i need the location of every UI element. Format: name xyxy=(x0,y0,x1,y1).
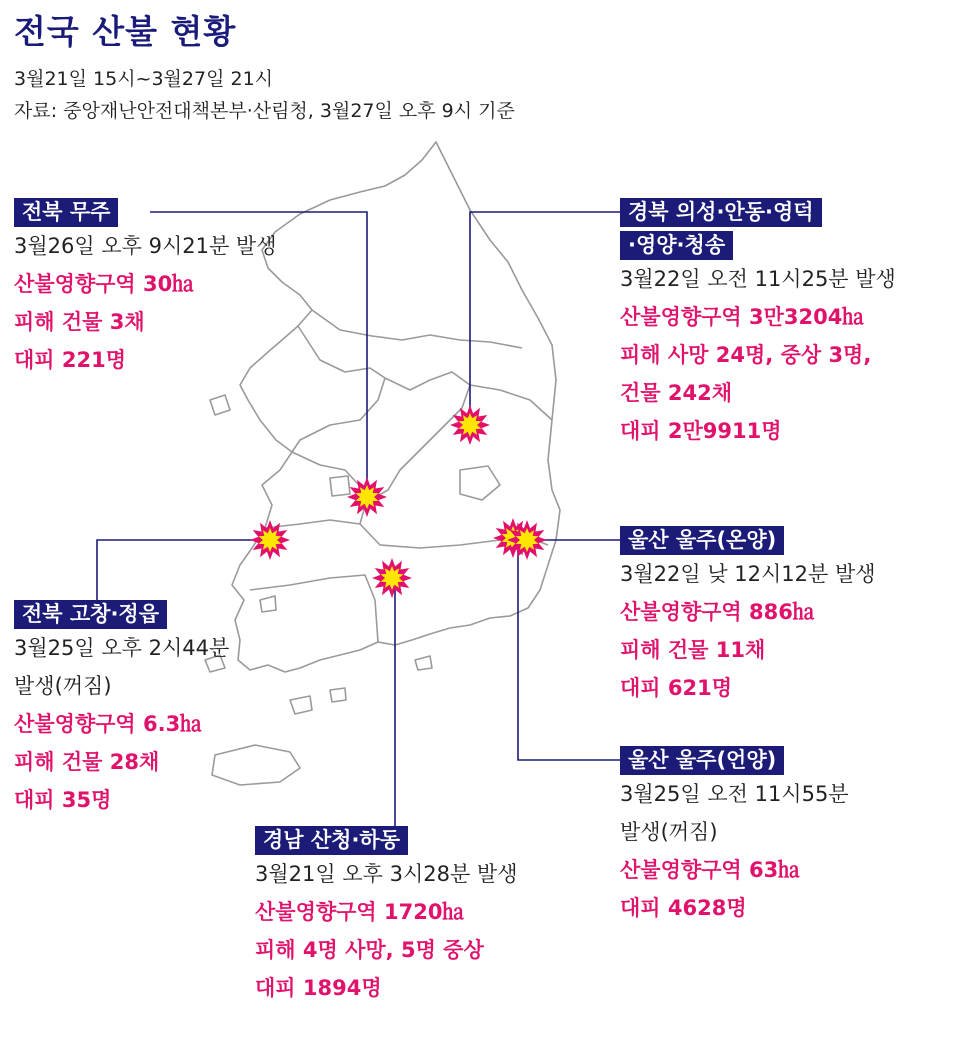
fire-info-sancheong xyxy=(255,826,517,1007)
fire-damage-text: 피해 사망 24명, 중상 3명, xyxy=(620,343,872,367)
island-6 xyxy=(260,596,276,612)
fire-damage-text: 피해 건물 28채 xyxy=(14,750,160,774)
island-3 xyxy=(290,696,312,714)
island-5 xyxy=(415,656,432,670)
border-north xyxy=(312,310,522,348)
fire-name-label: 경남 산청·하동 xyxy=(255,826,408,855)
fire-time-text: 3월25일 오전 11시55분 xyxy=(620,782,849,806)
fire-info-eonyang xyxy=(620,746,849,927)
fire-damage-text: 피해 건물 11채 xyxy=(620,638,766,662)
fire-evacuation-text: 대피 621명 xyxy=(620,676,733,700)
fire-time-text: 3월21일 오후 3시28분 발생 xyxy=(255,862,518,886)
fire-name-label: 울산 울주(언양) xyxy=(620,746,784,775)
fire-damage-text: 피해 건물 3채 xyxy=(14,310,145,334)
fire-time-text: 3월26일 오후 9시21분 발생 xyxy=(14,234,277,258)
fire-evacuation-text: 대피 35명 xyxy=(14,788,112,812)
fire-area-text: 산불영향구역 1720㏊ xyxy=(255,900,464,924)
island-4 xyxy=(330,688,346,702)
fire-name-label-2: ·영양·청송 xyxy=(620,231,733,260)
fire-info-onyang xyxy=(620,526,876,707)
fire-markers xyxy=(250,405,547,598)
island-1 xyxy=(210,395,230,415)
fire-area-text: 산불영향구역 3만3204㏊ xyxy=(620,305,864,329)
fire-evacuation-text: 대피 4628명 xyxy=(620,896,747,920)
leader-gochang xyxy=(97,540,270,600)
fire-evacuation-text: 대피 1894명 xyxy=(255,976,382,1000)
fire-info-muju xyxy=(14,198,276,379)
peninsula-outline xyxy=(232,142,560,672)
border-daegu xyxy=(460,466,500,500)
fire-evacuation-text: 대피 2만9911명 xyxy=(620,419,782,443)
fire-info-uiseong xyxy=(620,198,896,450)
source-text: 자료: 중앙재난안전대책본부·산림청, 3월27일 오후 9시 기준 xyxy=(14,100,515,122)
fire-name-label: 전북 고창·정읍 xyxy=(14,600,167,629)
fire-time-text-2: 발생(꺼짐) xyxy=(620,820,718,844)
fire-damage-text: 피해 4명 사망, 5명 중상 xyxy=(255,938,484,962)
border-jeonnam xyxy=(250,575,378,642)
fire-area-text: 산불영향구역 886㏊ xyxy=(620,600,814,624)
border-daejeon xyxy=(330,476,350,496)
fire-name-label: 울산 울주(온양) xyxy=(620,526,784,555)
fire-area-text: 산불영향구역 6.3㏊ xyxy=(14,712,202,736)
page-title: 전국 산불 현황 xyxy=(14,12,237,51)
fire-damage-text-2: 건물 242채 xyxy=(620,381,733,405)
fire-area-text: 산불영향구역 30㏊ xyxy=(14,272,194,296)
fire-name-label: 경북 의성·안동·영덕 xyxy=(620,198,822,227)
border-chungbuk xyxy=(370,372,470,500)
fire-name-label: 전북 무주 xyxy=(14,198,118,227)
border-gyeonggi xyxy=(292,326,385,452)
border-jeolla xyxy=(265,495,368,528)
fire-area-text: 산불영향구역 63㏊ xyxy=(620,858,800,882)
fire-time-text-2: 발생(꺼짐) xyxy=(14,674,112,698)
leader-eonyang xyxy=(518,540,620,760)
period-text: 3월21일 15시~3월27일 21시 xyxy=(14,68,274,90)
fire-time-text: 3월25일 오후 2시44분 xyxy=(14,636,230,660)
fire-time-text: 3월22일 오전 11시25분 발생 xyxy=(620,267,896,291)
fire-info-gochang xyxy=(14,600,229,819)
fire-evacuation-text: 대피 221명 xyxy=(14,348,127,372)
fire-time-text: 3월22일 낮 12시12분 발생 xyxy=(620,562,876,586)
border-gyeongbuk xyxy=(470,385,552,420)
